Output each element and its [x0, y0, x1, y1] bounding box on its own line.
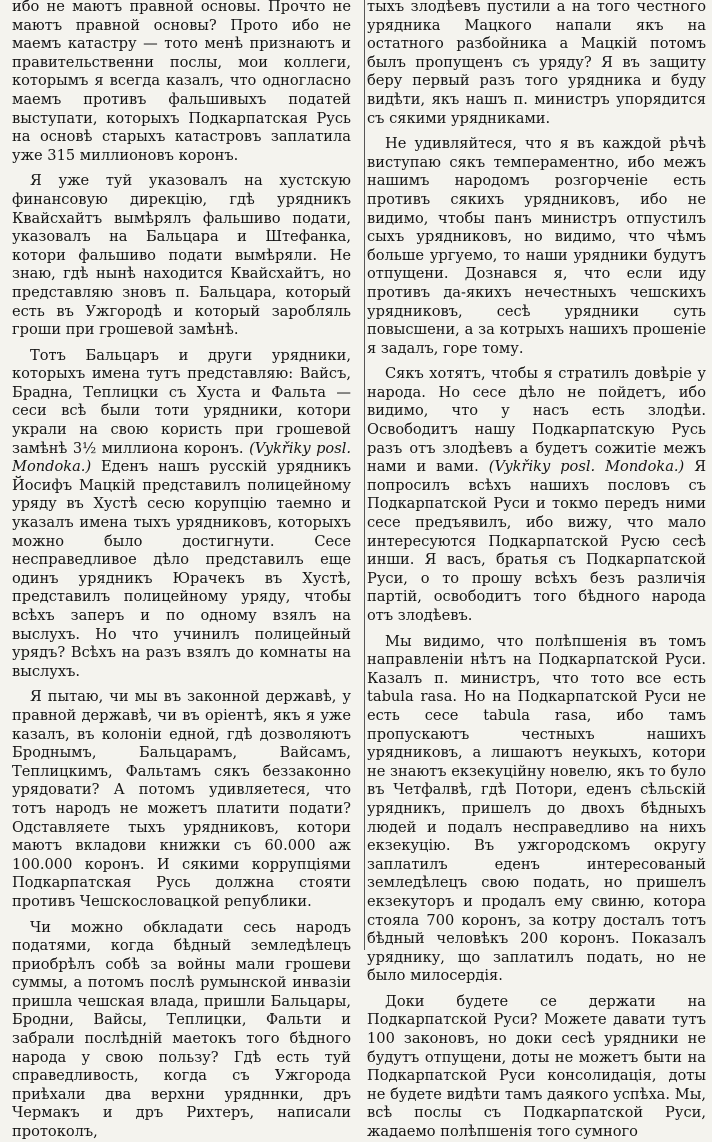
paragraph: ибо не маютъ правной основы. Прочто не маютъ правной основы? Прото ибо не маемъ катастру — тото менѣ признаютъ и правительственни послы, мои коллеги, которымъ я всегда казалъ, что одногласно маемъ противъ фальшивыхъ податей выступати, которыхъ Подкарпатская Русь на основѣ старыхъ катастровъ заплатила уже 315 миллионовъ коронъ.	[12, 0, 351, 164]
paragraph: Не удивляйтеся, что я въ каждой рѣчѣ виступаю сякъ темпераментно, ибо межъ нашимъ народомъ розгорченіе есть противъ сякихъ урядниковъ, ибо не видимо, чтобы панъ министръ отпустилъ сыхъ урядниковъ, но видимо, что чѣмъ больше ургуемо, то наши урядники будутъ отпущени. Дознався я, что если иду противъ да-якихъ нечестныхъ чешскихъ урядниковъ, сесѣ урядники суть повысшени, а за котрыхъ нашихъ прошеніе я задалъ, горе тому.	[367, 135, 706, 357]
column-divider	[364, 0, 365, 950]
paragraph: Сякъ хотятъ, чтобы я стратилъ довѣріе у народа. Но сесе дѣло не пойдетъ, ибо видимо, что у насъ есть злодѣи. Освободитъ нашу Подкарпатскую Русь разъ отъ злодѣевъ а будетъ сожитіе межъ нами и вами. (Vykřiky posl. Mondoka.) Я попросилъ всѣхъ нашихъ пословъ съ Подкарпатской Руси и токмо передъ ними сесе предъявилъ, ибо вижу, что мало интересуются Подкарпатской Русю сесѣ инши. Я васъ, братья съ Подкарпатской Руси, о то прошу всѣхъ безъ различія партій, освободитъ того бѣдного народа отъ злодѣевъ.	[367, 365, 706, 624]
paragraph: Доки будете се держати на Подкарпатской Руси? Можете давати тутъ 100 законовъ, но доки сесѣ урядники не будутъ отпущени, доты не можетъ быти на Подкарпатской Руси консолидація, доты не будете видѣти тамъ даякого успѣха. Мы, всѣ послы съ Подкарпатской Руси, жадаемо полѣпшенія того сумного	[367, 992, 706, 1141]
paragraph: Я пытаю, чи мы въ законной державѣ, у правной державѣ, чи въ оріентѣ, якъ я уже казалъ, въ колоніи едной, гдѣ дозволяютъ Броднымъ, Бальцарамъ, Вайсамъ, Теплицкимъ, Фальтамъ сякъ беззаконно урядовати? А потомъ удивляетеся, что тотъ народъ не можетъ платити подати? Одставляете тыхъ урядниковъ, котори маютъ вкладови книжки съ 60.000 аж 100.000 коронъ. И сякими коррупціями Подкарпатская Русь должна стояти противъ Чешскословацкой републики.	[12, 688, 351, 910]
left-column	[12, 0, 352, 1141]
interjection-note: (Vykřiky posl. Mondoka.)	[12, 439, 352, 476]
paragraph: Тотъ Бальцаръ и други урядники, которыхъ имена тутъ представляю: Вайсъ, Брадна, Теплицки съ Хуста и Фальта — сеси всѣ были тоти урядники, котори украли на свою користь при грошевой замѣнѣ 3½ миллиона коронъ. (Vykřiky posl. Mondoka.) Еденъ нашъ русскій урядникъ Йосифъ Мацкій представилъ полицейному уряду въ Хустѣ сесю корупцію таемно и указалъ имена тыхъ урядниковъ, которыхъ можно было достигнути. Сесе несправедливое дѣло представилъ еще одинъ урядникъ Юрачекъ въ Хустѣ, представилъ полицейному уряду, чтобы всѣхъ заперъ и по одному взялъ на выслухъ. Но что учинилъ полицейный урядъ? Всѣхъ на разъ взялъ до комнаты на выслухъ.	[12, 346, 352, 680]
paragraph: тыхъ злодѣевъ пустили а на того честного урядника Мацкого напали якъ на остатного разбойника а Мацкій потомъ былъ пропущенъ съ уряду? Я въ защиту беру первый разъ того урядника и буду видѣти, якъ нашъ п. министръ упорядится съ сякими урядниками.	[367, 0, 706, 127]
right-column	[367, 0, 706, 1141]
interjection-note: (Vykřiky posl. Mondoka.)	[488, 458, 685, 476]
paragraph: Я уже туй указовалъ на хустскую финансовую дирекцію, гдѣ урядникъ Квайсхайтъ вымѣрялъ фальшиво подати, указовалъ на Бальцара и Штефанка, котори фальшиво подати вымѣряли. Не знаю, гдѣ нынѣ находится Квайсхайтъ, но представляю зновъ п. Бальцара, который есть въ Ужгородѣ и который заробляль гроши при грошевой замѣнѣ.	[12, 172, 351, 339]
paragraph: Чи можно обкладати сесь народъ податями, когда бѣдный земледѣлецъ приобрѣлъ собѣ за войны мали грошеви суммы, а потомъ послѣ румынской инвазіи пришла чешская влада, пришли Бальцары, Бродни, Вайсы, Теплицки, Фальти и забрали послѣдній маетокъ того бѣдного народа у свою пользу? Гдѣ есть туй справедливость, когда съ Ужгорода приѣхали два верхни урядннки, дръ Чермакъ и дръ Рихтеръ, написали протоколъ,	[12, 918, 351, 1141]
paragraph: Мы видимо, что полѣпшенія въ томъ направленіи нѣтъ на Подкарпатской Руси. Казалъ п. министръ, что тото все есть tabula rasa. Но на Подкарпатской Руси не есть сесе tabula rasa, ибо тамъ пропускаютъ честныхъ нашихъ урядниковъ, а лишаютъ неукыхъ, котори не знаютъ екзекуційну новелю, якъ то було въ Четфалвѣ, гдѣ Потори, еденъ сѣльскій урядникъ, пришелъ до двохъ бѣдныхъ людей и подалъ несправедливо на нихъ екзекуцію. Въ ужгородскомъ округу заплатилъ еденъ интересованый земледѣлецъ свою подать, но пришелъ екзекуторъ и продалъ ему свиню, котора стояла 700 коронъ, за котру досталъ тотъ бѣдный человѣкъ 200 коронъ. Показалъ уряднику, що заплатилъ подать, но не было милосердія.	[367, 632, 706, 985]
